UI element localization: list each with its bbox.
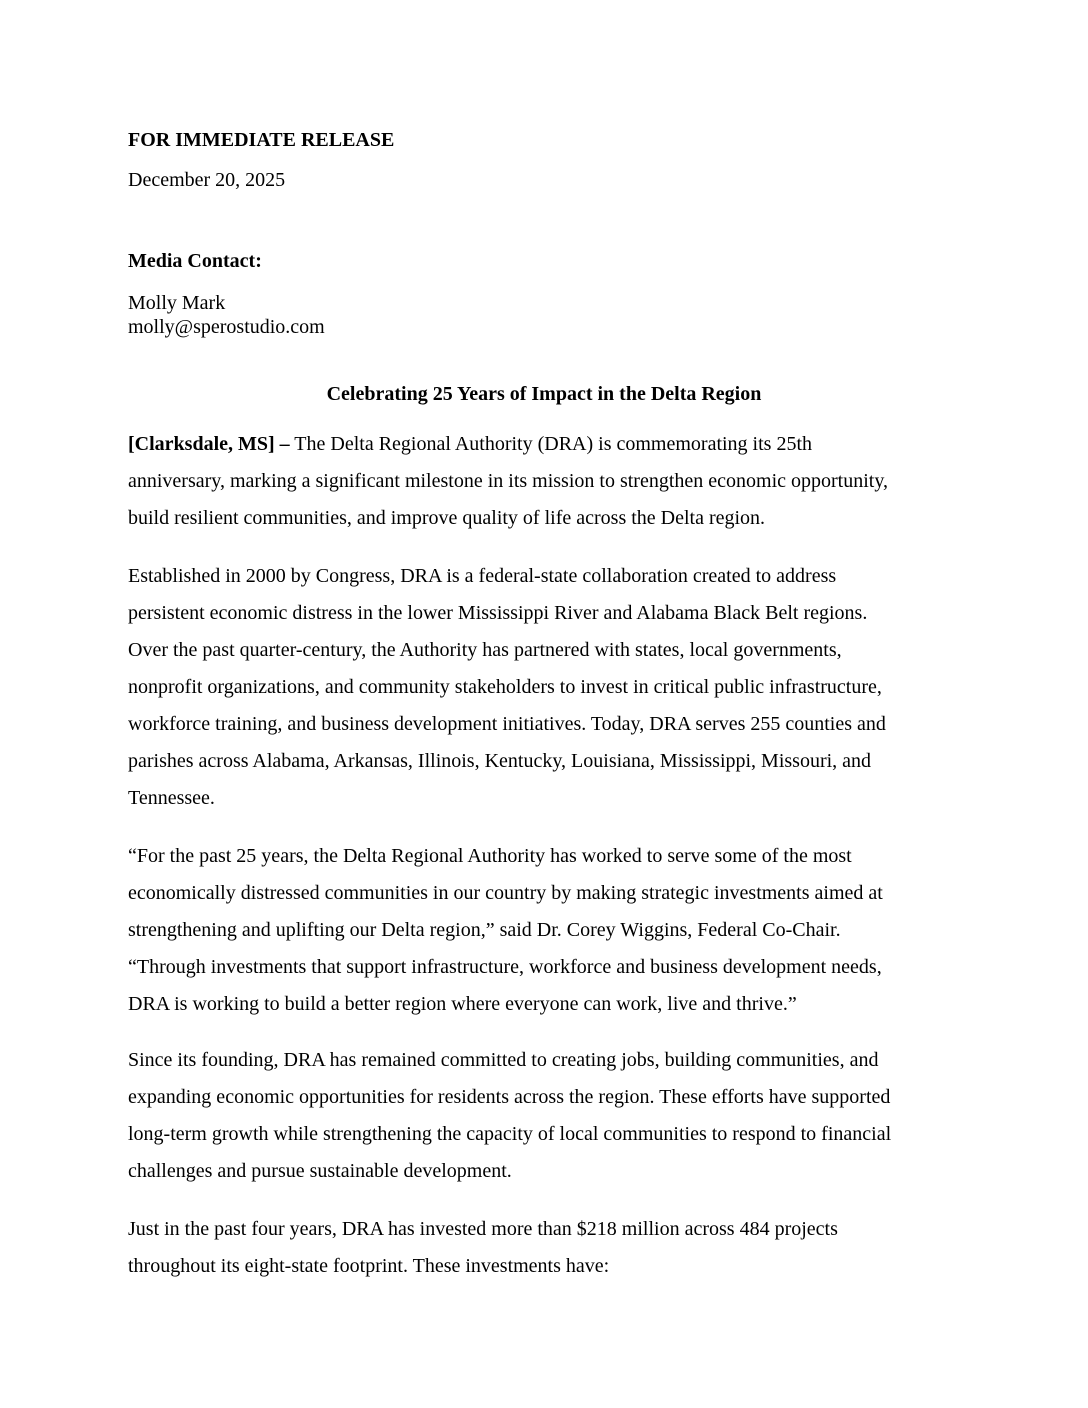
paragraph-line: Established in 2000 by Congress, DRA is a federal-state collaboration created to address [128,565,837,587]
media-contact-name: Molly Mark [128,292,226,314]
paragraph-line: workforce training, and business development initiatives. Today, DRA serves 255 counties and [128,713,886,735]
paragraph-line: challenges and pursue sustainable development. [128,1160,512,1182]
paragraph-line: economically distressed communities in our country by making strategic investments aimed at [128,882,883,904]
paragraph-line: “Through investments that support infrastructure, workforce and business development needs, [128,956,882,978]
paragraph-line: build resilient communities, and improve quality of life across the Delta region. [128,507,766,529]
headline: Celebrating 25 Years of Impact in the Delta Region [326,383,762,405]
paragraph-line: anniversary, marking a significant milestone in its mission to strengthen economic opportunity, [128,470,889,492]
media-contact-email[interactable]: molly@sperostudio.com [128,316,325,338]
paragraph-commitment [128,1042,958,1190]
paragraph-line: “For the past 25 years, the Delta Regional Authority has worked to serve some of the most [128,845,852,867]
dateline: [Clarksdale, MS] – [128,433,290,455]
paragraph-intro [128,426,958,537]
paragraph-line: strengthening and uplifting our Delta region,” said Dr. Corey Wiggins, Federal Co-Chair. [128,919,841,941]
release-label: FOR IMMEDIATE RELEASE [128,129,395,151]
paragraph-line: Since its founding, DRA has remained committed to creating jobs, building communities, and [128,1049,879,1071]
paragraph-line: [Clarksdale, MS] – The Delta Regional Authority (DRA) is commemorating its 25th [128,433,813,455]
paragraph-line: Just in the past four years, DRA has invested more than $218 million across 484 projects [128,1218,838,1240]
paragraph-line: long-term growth while strengthening the capacity of local communities to respond to financial [128,1123,892,1145]
paragraph-line: expanding economic opportunities for residents across the region. These efforts have supported [128,1086,891,1108]
paragraph-line: DRA is working to build a better region where everyone can work, live and thrive.” [128,993,797,1015]
paragraph-quote [128,838,958,1023]
paragraph-line: nonprofit organizations, and community stakeholders to invest in critical public infrastructure, [128,676,882,698]
paragraph-line: Tennessee. [128,787,215,809]
paragraph-investments [128,1211,958,1285]
media-contact-label: Media Contact: [128,250,262,272]
paragraph-line: throughout its eight-state footprint. These investments have: [128,1255,610,1277]
paragraph-line: persistent economic distress in the lower Mississippi River and Alabama Black Belt regions. [128,602,868,624]
paragraph-line: parishes across Alabama, Arkansas, Illinois, Kentucky, Louisiana, Mississippi, Missouri, and [128,750,872,772]
release-date: December 20, 2025 [128,169,286,191]
paragraph-line: Over the past quarter-century, the Authority has partnered with states, local governments, [128,639,842,661]
paragraph-history [128,558,958,817]
